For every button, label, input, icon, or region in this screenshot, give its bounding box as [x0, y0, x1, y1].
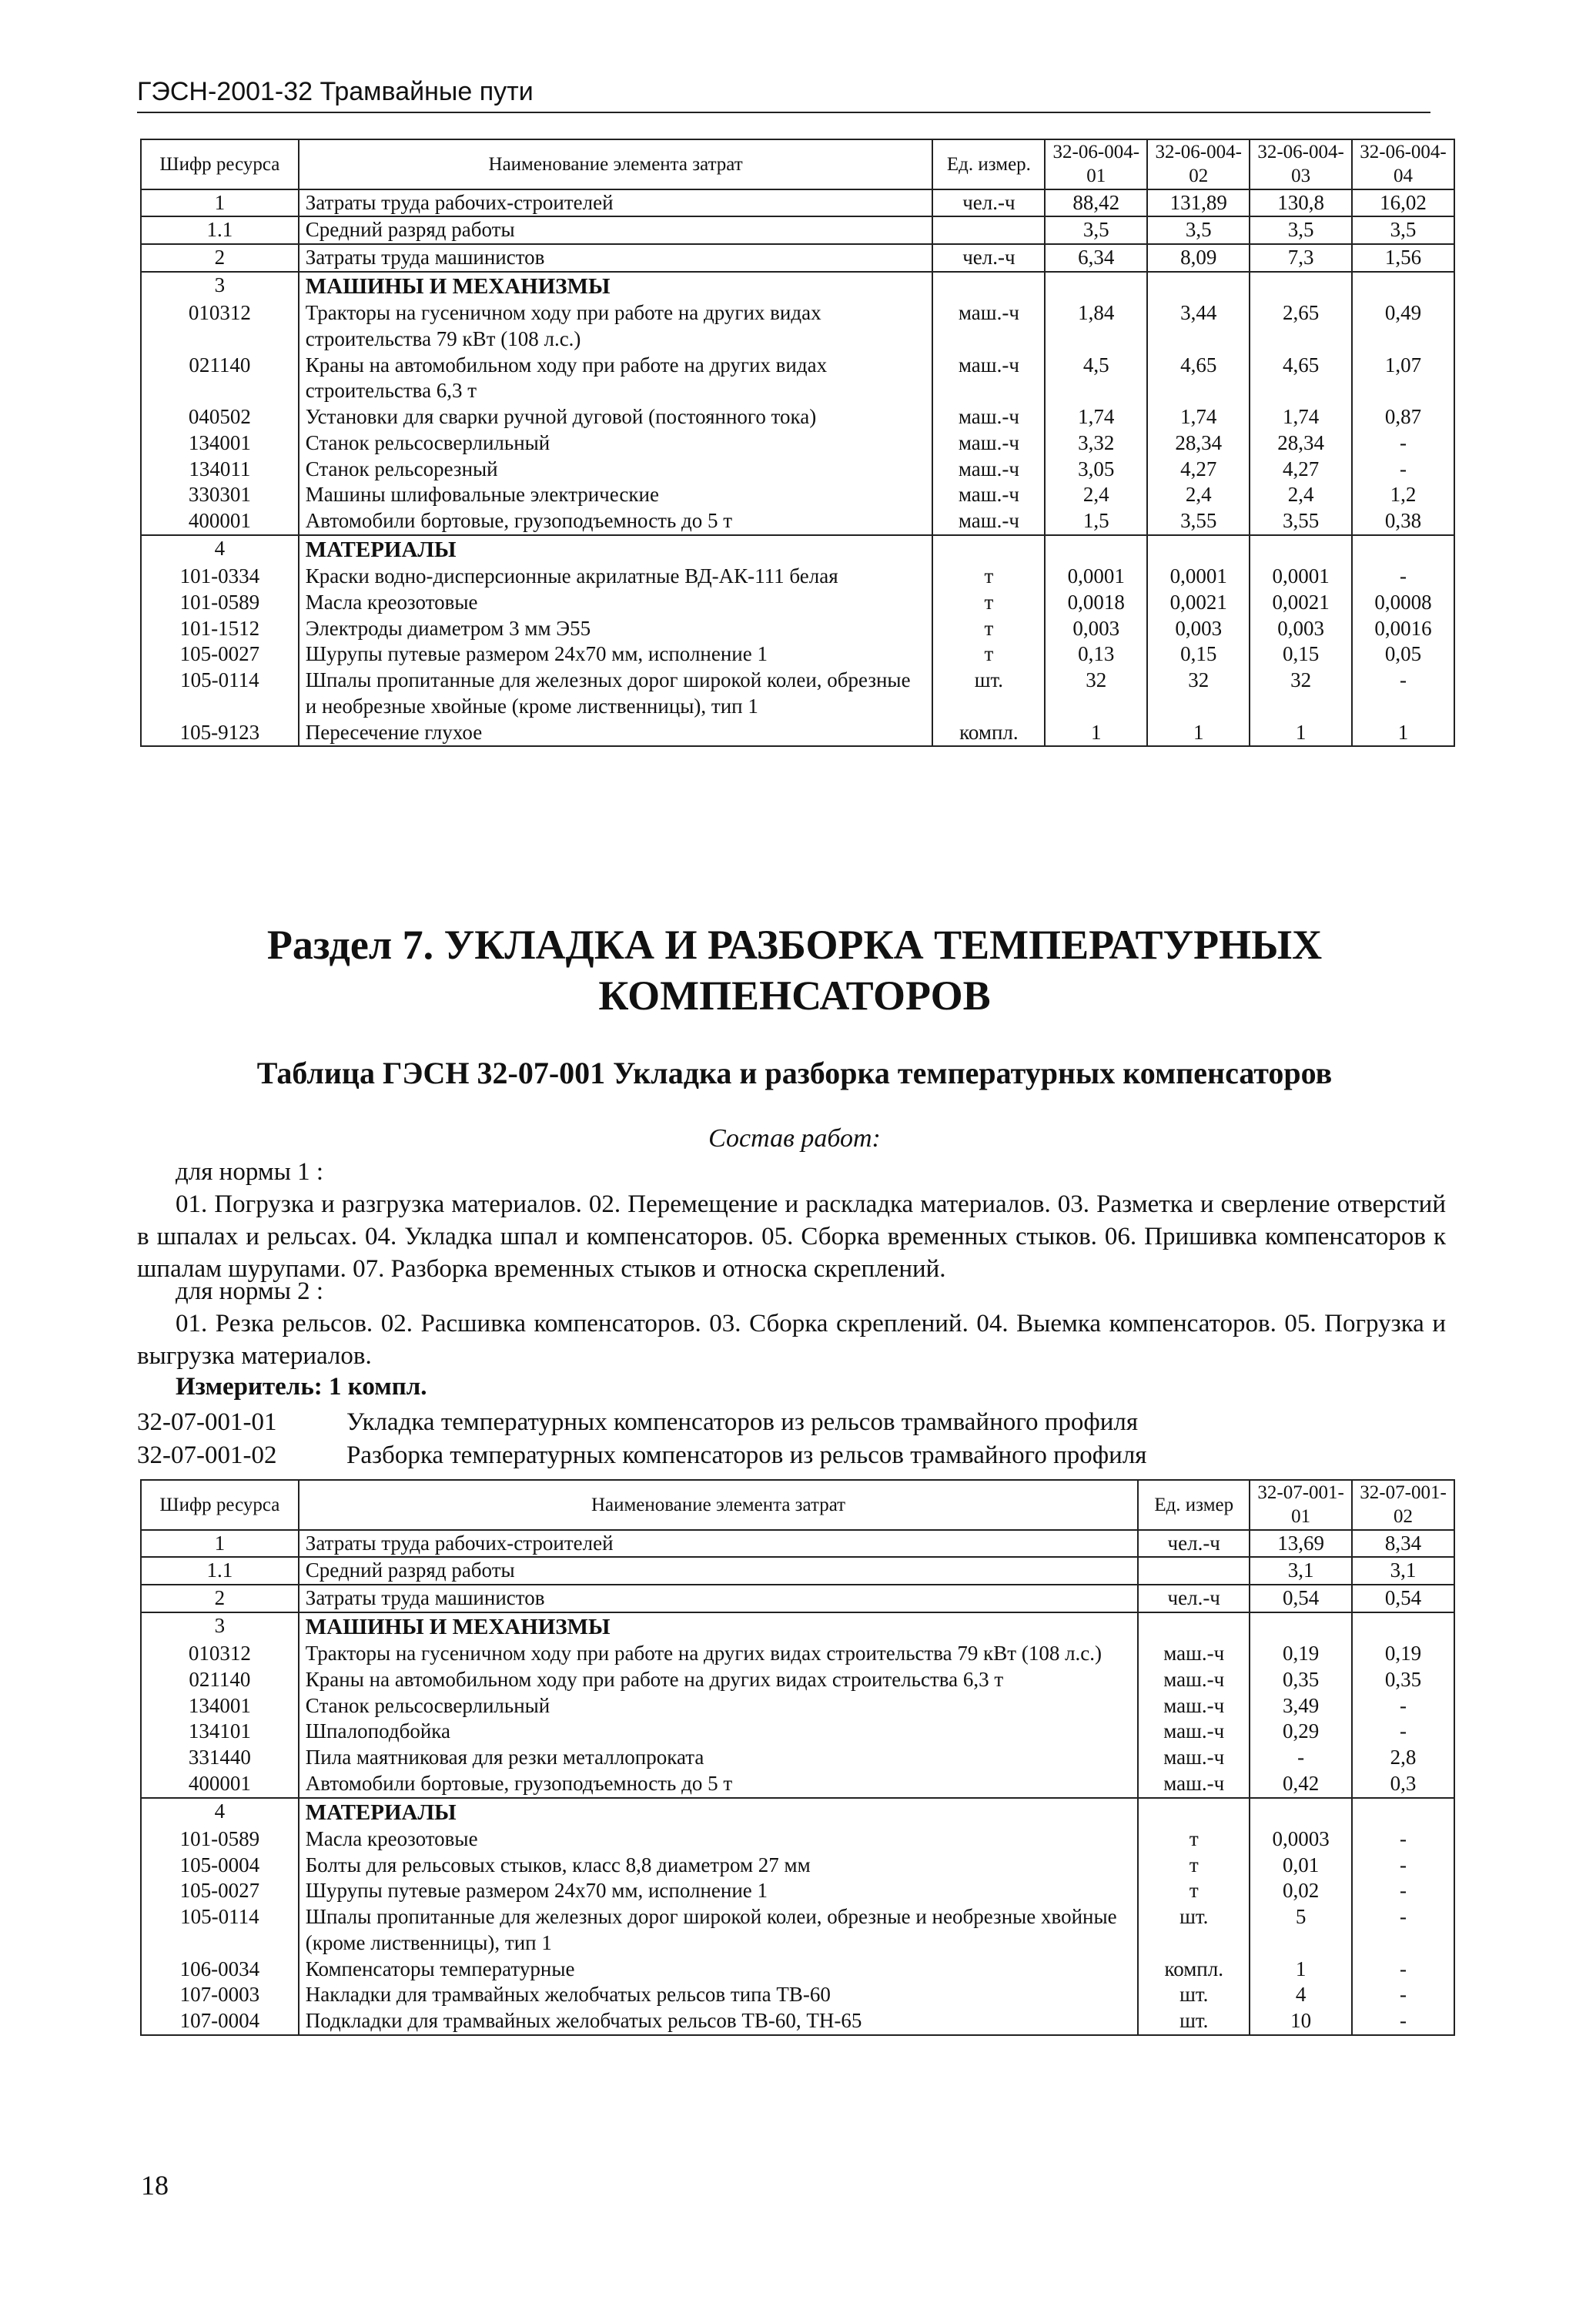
cell-value: 0,54 [1250, 1585, 1352, 1612]
cell-name: Пила маятниковая для резки металлопроката [299, 1745, 1138, 1771]
cell-empty [1138, 1612, 1250, 1641]
cell-empty [1147, 535, 1250, 564]
cell-unit [932, 216, 1045, 244]
meter-line [176, 1373, 427, 1401]
cell-value: 16,02 [1352, 189, 1454, 217]
cell-name: Средний разряд работы [299, 1557, 1138, 1585]
cell-value: 3,44 [1147, 300, 1250, 353]
cell-value: 1,74 [1250, 404, 1352, 430]
cell-value: 0,02 [1250, 1878, 1352, 1904]
cell-code: 010312 [141, 300, 299, 353]
page-number: 18 [141, 2170, 169, 2201]
cell-value: 0,003 [1250, 616, 1352, 642]
cell-name: Станок рельсорезный [299, 457, 933, 483]
cell-code: 021140 [141, 1667, 299, 1693]
cell-empty [1147, 272, 1250, 300]
cell-code: 105-0114 [141, 668, 299, 720]
cell-value: 0,38 [1352, 508, 1454, 535]
cell-unit: т [932, 564, 1045, 590]
col-header-code: Шифр ресурса [141, 1480, 299, 1530]
cell-name: Тракторы на гусеничном ходу при работе на других видах строительства 79 кВт (108 л.с.) [299, 300, 933, 353]
table-row [141, 430, 1454, 457]
col-header-name: Наименование элемента затрат [299, 139, 933, 189]
cell-value: 3,05 [1045, 457, 1147, 483]
table-section-row [141, 535, 1454, 564]
cell-unit: маш.-ч [932, 482, 1045, 508]
cell-code: 3 [141, 272, 299, 300]
cell-value: - [1352, 430, 1454, 457]
cell-unit: маш.-ч [1138, 1667, 1250, 1693]
cell-value: 88,42 [1045, 189, 1147, 217]
cell-value: 1,84 [1045, 300, 1147, 353]
cell-unit: чел.-ч [932, 189, 1045, 217]
cell-name: Шпалы пропитанные для железных дорог широкой колеи, обрезные и необрезные хвойные (кроме лиственницы), тип 1 [299, 1904, 1138, 1957]
cell-code: 105-9123 [141, 720, 299, 747]
cell-value: 131,89 [1147, 189, 1250, 217]
cell-value: 2,4 [1045, 482, 1147, 508]
cell-unit: шт. [1138, 2008, 1250, 2035]
cell-empty [932, 535, 1045, 564]
cell-empty [1250, 535, 1352, 564]
cell-code: 1 [141, 1530, 299, 1558]
cell-unit: т [932, 641, 1045, 668]
cell-unit: чел.-ч [1138, 1530, 1250, 1558]
table-section-row [141, 272, 1454, 300]
cell-value: 32 [1045, 668, 1147, 720]
cell-unit: т [932, 590, 1045, 616]
norm-codes-list [137, 1406, 1146, 1472]
cell-code: 101-0334 [141, 564, 299, 590]
cell-empty [1352, 272, 1454, 300]
cell-code: 400001 [141, 1771, 299, 1798]
cell-name: Тракторы на гусеничном ходу при работе на других видах строительства 79 кВт (108 л.с.) [299, 1641, 1138, 1667]
cell-value: 28,34 [1147, 430, 1250, 457]
cell-name: Шпалоподбойка [299, 1719, 1138, 1745]
cell-value: 5 [1250, 1904, 1352, 1957]
table-row [141, 353, 1454, 405]
col-header-norm: 32-06-004-01 [1045, 139, 1147, 189]
cell-value: 0,05 [1352, 641, 1454, 668]
cell-code: 2 [141, 244, 299, 272]
table-row [141, 1530, 1454, 1558]
cell-name: Компенсаторы температурные [299, 1957, 1138, 1983]
table-row [141, 1667, 1454, 1693]
norm2-block [137, 1276, 1446, 1373]
col-header-norm: 32-07-001-02 [1352, 1480, 1454, 1530]
norm2-label: для нормы 2 : [176, 1277, 324, 1305]
resource-table-32-06-004 [140, 139, 1455, 747]
cell-name: Станок рельсосверлильный [299, 430, 933, 457]
cell-value: 4 [1250, 1982, 1352, 2008]
cell-empty [1250, 272, 1352, 300]
cell-value: 0,0001 [1045, 564, 1147, 590]
resource-table-32-07-001 [140, 1479, 1455, 2036]
cell-value: 3,5 [1147, 216, 1250, 244]
table-row [141, 1904, 1454, 1957]
cell-unit: маш.-ч [932, 353, 1045, 405]
cell-unit: маш.-ч [932, 457, 1045, 483]
table-header [141, 139, 1454, 189]
cell-unit: маш.-ч [1138, 1641, 1250, 1667]
cell-empty [1250, 1798, 1352, 1826]
cell-unit: маш.-ч [932, 300, 1045, 353]
col-header-norm: 32-07-001-01 [1250, 1480, 1352, 1530]
cell-value: 32 [1250, 668, 1352, 720]
cell-value: 0,3 [1352, 1771, 1454, 1798]
cell-name: Средний разряд работы [299, 216, 933, 244]
norm-code-item [137, 1439, 1146, 1472]
cell-value: 2,4 [1147, 482, 1250, 508]
cell-value: - [1352, 2008, 1454, 2035]
norm-code-item [137, 1406, 1146, 1439]
cell-value: 0,003 [1045, 616, 1147, 642]
cell-value: 0,0001 [1250, 564, 1352, 590]
cell-value: - [1352, 1853, 1454, 1879]
cell-value: 0,49 [1352, 300, 1454, 353]
cell-value: 0,0016 [1352, 616, 1454, 642]
cell-empty [932, 272, 1045, 300]
cell-value: 3,5 [1352, 216, 1454, 244]
cell-unit: т [932, 616, 1045, 642]
table-row [141, 189, 1454, 217]
table-section-row [141, 1798, 1454, 1826]
cell-value: - [1352, 1693, 1454, 1719]
cell-value: 3,32 [1045, 430, 1147, 457]
cell-unit: чел.-ч [1138, 1585, 1250, 1612]
cell-value: 4,27 [1250, 457, 1352, 483]
cell-value: 32 [1147, 668, 1250, 720]
cell-value: 8,09 [1147, 244, 1250, 272]
cell-value: - [1250, 1745, 1352, 1771]
table-section-row [141, 1612, 1454, 1641]
cell-name: Затраты труда машинистов [299, 244, 933, 272]
table-row [141, 1557, 1454, 1585]
cell-value: 0,15 [1147, 641, 1250, 668]
table-row [141, 1745, 1454, 1771]
cell-value: - [1352, 1826, 1454, 1853]
norm-code-desc: Укладка температурных компенсаторов из рельсов трамвайного профиля [346, 1408, 1139, 1436]
cell-name: Накладки для трамвайных желобчатых рельсов типа ТВ-60 [299, 1982, 1138, 2008]
cell-code: 105-0027 [141, 641, 299, 668]
cell-name: Шпалы пропитанные для железных дорог широкой колеи, обрезные и необрезные хвойные (кроме лиственницы), тип 1 [299, 668, 933, 720]
cell-code: 4 [141, 1798, 299, 1826]
cell-value: - [1352, 457, 1454, 483]
cell-value: 0,0021 [1147, 590, 1250, 616]
cell-name: Затраты труда машинистов [299, 1585, 1138, 1612]
cell-value: 0,0018 [1045, 590, 1147, 616]
cell-value: 8,34 [1352, 1530, 1454, 1558]
cell-code: 106-0034 [141, 1957, 299, 1983]
cell-name: МАТЕРИАЛЫ [299, 1798, 1138, 1826]
col-header-unit: Ед. измер [1138, 1480, 1250, 1530]
table-row [141, 508, 1454, 535]
cell-unit: маш.-ч [1138, 1693, 1250, 1719]
cell-value: - [1352, 1982, 1454, 2008]
col-header-unit: Ед. измер. [932, 139, 1045, 189]
table-title: Таблица ГЭСН 32-07-001 Укладка и разборка температурных компенсаторов [256, 1056, 1333, 1090]
cell-unit: маш.-ч [932, 404, 1045, 430]
cell-value: 0,003 [1147, 616, 1250, 642]
cell-name: Масла креозотовые [299, 1826, 1138, 1853]
cell-value: 3,49 [1250, 1693, 1352, 1719]
cell-code: 3 [141, 1612, 299, 1641]
table-row [141, 1585, 1454, 1612]
table-body [141, 189, 1454, 747]
cell-name: МАШИНЫ И МЕХАНИЗМЫ [299, 272, 933, 300]
cell-value: 1,56 [1352, 244, 1454, 272]
cell-value: 0,0021 [1250, 590, 1352, 616]
cell-value: - [1352, 668, 1454, 720]
table-row [141, 616, 1454, 642]
norm1-text: 01. Погрузка и разгрузка материалов. 02. Перемещение и раскладка материалов. 03. Разметка и сверление отверстий в шпалах и рельсах. 04. Укладка шпал и компенсаторов. 05. Сборка временных стыков. 06. Пришивка компенсаторов к шпалам шурупами. 07. Разборка временных стыков и относка скреплений. [137, 1190, 1446, 1283]
norm1-label: для нормы 1 : [176, 1158, 324, 1186]
table-body [141, 1530, 1454, 2035]
cell-code: 107-0003 [141, 1982, 299, 2008]
cell-value: 1 [1147, 720, 1250, 747]
cell-value: 0,0001 [1147, 564, 1250, 590]
table-row [141, 590, 1454, 616]
cell-name: Машины шлифовальные электрические [299, 482, 933, 508]
cell-unit: т [1138, 1878, 1250, 1904]
cell-value: 0,54 [1352, 1585, 1454, 1612]
table-row [141, 482, 1454, 508]
cell-value: 3,1 [1352, 1557, 1454, 1585]
cell-value: 0,35 [1352, 1667, 1454, 1693]
cell-value: 4,27 [1147, 457, 1250, 483]
cell-value: - [1352, 564, 1454, 590]
table-row [141, 1826, 1454, 1853]
table-row [141, 668, 1454, 720]
cell-value: 2,65 [1250, 300, 1352, 353]
cell-value: 1 [1045, 720, 1147, 747]
table-row [141, 216, 1454, 244]
cell-value: 130,8 [1250, 189, 1352, 217]
cell-value: 1,07 [1352, 353, 1454, 405]
table-row [141, 1853, 1454, 1879]
cell-value: 1,74 [1147, 404, 1250, 430]
cell-name: Автомобили бортовые, грузоподъемность до 5 т [299, 1771, 1138, 1798]
cell-unit: шт. [1138, 1982, 1250, 2008]
cell-value: 6,34 [1045, 244, 1147, 272]
meter-value: 1 компл. [329, 1373, 427, 1401]
col-header-name: Наименование элемента затрат [299, 1480, 1138, 1530]
table-row [141, 457, 1454, 483]
cell-value: 7,3 [1250, 244, 1352, 272]
composition-heading: Состав работ: [708, 1124, 881, 1153]
cell-name: Электроды диаметром 3 мм Э55 [299, 616, 933, 642]
table-row [141, 1771, 1454, 1798]
cell-code: 1.1 [141, 216, 299, 244]
cell-code: 400001 [141, 508, 299, 535]
cell-unit: маш.-ч [1138, 1771, 1250, 1798]
cell-code: 105-0004 [141, 1853, 299, 1879]
cell-code: 330301 [141, 482, 299, 508]
norm-code: 32-07-001-01 [137, 1408, 277, 1436]
cell-value: 10 [1250, 2008, 1352, 2035]
cell-name: Масла креозотовые [299, 590, 933, 616]
cell-value: 0,0008 [1352, 590, 1454, 616]
cell-value: 1,2 [1352, 482, 1454, 508]
cell-value: 1 [1250, 1957, 1352, 1983]
table-row [141, 1641, 1454, 1667]
cell-value: 2,8 [1352, 1745, 1454, 1771]
norm1-block [137, 1157, 1446, 1286]
table-row [141, 1719, 1454, 1745]
table-row [141, 720, 1454, 747]
table-row [141, 1982, 1454, 2008]
cell-unit: компл. [932, 720, 1045, 747]
cell-name: Пересечение глухое [299, 720, 933, 747]
cell-code: 105-0027 [141, 1878, 299, 1904]
cell-value: 0,0003 [1250, 1826, 1352, 1853]
cell-code: 134001 [141, 1693, 299, 1719]
section-title: Раздел 7. УКЛАДКА И РАЗБОРКА ТЕМПЕРАТУРНЫХ КОМПЕНСАТОРОВ [266, 922, 1323, 1019]
table-header [141, 1480, 1454, 1530]
cell-unit: маш.-ч [932, 430, 1045, 457]
cell-value: 3,5 [1250, 216, 1352, 244]
cell-unit: маш.-ч [1138, 1719, 1250, 1745]
meter-label: Измеритель: [176, 1373, 323, 1401]
cell-value: 1,5 [1045, 508, 1147, 535]
cell-value: 0,29 [1250, 1719, 1352, 1745]
running-header: ГЭСН-2001-32 Трамвайные пути [137, 77, 1430, 113]
cell-unit: чел.-ч [932, 244, 1045, 272]
table-row [141, 564, 1454, 590]
cell-name: Автомобили бортовые, грузоподъемность до 5 т [299, 508, 933, 535]
cell-code: 2 [141, 1585, 299, 1612]
cell-name: Затраты труда рабочих-строителей [299, 189, 933, 217]
cell-code: 021140 [141, 353, 299, 405]
norm-code-desc: Разборка температурных компенсаторов из рельсов трамвайного профиля [346, 1441, 1147, 1469]
cell-code: 4 [141, 535, 299, 564]
cell-value: 0,35 [1250, 1667, 1352, 1693]
cell-code: 101-1512 [141, 616, 299, 642]
cell-name: Станок рельсосверлильный [299, 1693, 1138, 1719]
cell-code: 331440 [141, 1745, 299, 1771]
cell-value: 0,87 [1352, 404, 1454, 430]
cell-name: Затраты труда рабочих-строителей [299, 1530, 1138, 1558]
cell-code: 134101 [141, 1719, 299, 1745]
cell-unit: шт. [932, 668, 1045, 720]
cell-unit: т [1138, 1826, 1250, 1853]
cell-code: 134011 [141, 457, 299, 483]
cell-unit: т [1138, 1853, 1250, 1879]
cell-unit: компл. [1138, 1957, 1250, 1983]
cell-value: 13,69 [1250, 1530, 1352, 1558]
table-row [141, 404, 1454, 430]
cell-value: - [1352, 1904, 1454, 1957]
table-row [141, 1957, 1454, 1983]
cell-name: МАТЕРИАЛЫ [299, 535, 933, 564]
table-row [141, 244, 1454, 272]
cell-empty [1138, 1798, 1250, 1826]
cell-value: 3,55 [1250, 508, 1352, 535]
cell-unit: шт. [1138, 1904, 1250, 1957]
table-row [141, 641, 1454, 668]
col-header-code: Шифр ресурса [141, 139, 299, 189]
cell-empty [1045, 272, 1147, 300]
table-row [141, 1878, 1454, 1904]
cell-code: 101-0589 [141, 590, 299, 616]
cell-unit: маш.-ч [932, 508, 1045, 535]
cell-value: 4,65 [1250, 353, 1352, 405]
cell-value: 28,34 [1250, 430, 1352, 457]
cell-name: Шурупы путевые размером 24х70 мм, исполнение 1 [299, 1878, 1138, 1904]
cell-value: 0,19 [1352, 1641, 1454, 1667]
cell-name: Краны на автомобильном ходу при работе на других видах строительства 6,3 т [299, 1667, 1138, 1693]
col-header-norm: 32-06-004-02 [1147, 139, 1250, 189]
cell-name: Установки для сварки ручной дуговой (постоянного тока) [299, 404, 933, 430]
cell-code: 1.1 [141, 1557, 299, 1585]
cell-value: 0,01 [1250, 1853, 1352, 1879]
cell-value: - [1352, 1957, 1454, 1983]
table-row [141, 300, 1454, 353]
cell-value: 4,65 [1147, 353, 1250, 405]
cell-code: 107-0004 [141, 2008, 299, 2035]
cell-empty [1352, 1798, 1454, 1826]
cell-empty [1352, 535, 1454, 564]
cell-empty [1045, 535, 1147, 564]
cell-value: 1 [1352, 720, 1454, 747]
col-header-norm: 32-06-004-03 [1250, 139, 1352, 189]
table-row [141, 2008, 1454, 2035]
cell-name: МАШИНЫ И МЕХАНИЗМЫ [299, 1612, 1138, 1641]
cell-code: 134001 [141, 430, 299, 457]
cell-name: Краски водно-дисперсионные акрилатные ВД-АК-111 белая [299, 564, 933, 590]
norm-code: 32-07-001-02 [137, 1441, 277, 1469]
cell-value: 1,74 [1045, 404, 1147, 430]
cell-name: Краны на автомобильном ходу при работе на других видах строительства 6,3 т [299, 353, 933, 405]
cell-code: 101-0589 [141, 1826, 299, 1853]
cell-unit: маш.-ч [1138, 1745, 1250, 1771]
cell-name: Шурупы путевые размером 24х70 мм, исполнение 1 [299, 641, 933, 668]
cell-value: 0,13 [1045, 641, 1147, 668]
cell-value: 2,4 [1250, 482, 1352, 508]
cell-value: 3,5 [1045, 216, 1147, 244]
cell-empty [1250, 1612, 1352, 1641]
col-header-norm: 32-06-004-04 [1352, 139, 1454, 189]
norm2-text: 01. Резка рельсов. 02. Расшивка компенсаторов. 03. Сборка скреплений. 04. Выемка компенсаторов. 05. Погрузка и выгрузка материалов. [137, 1309, 1446, 1370]
cell-value: - [1352, 1719, 1454, 1745]
cell-code: 010312 [141, 1641, 299, 1667]
cell-value: 3,1 [1250, 1557, 1352, 1585]
cell-name: Болты для рельсовых стыков, класс 8,8 диаметром 27 мм [299, 1853, 1138, 1879]
cell-name: Подкладки для трамвайных желобчатых рельсов ТВ-60, ТН-65 [299, 2008, 1138, 2035]
cell-code: 1 [141, 189, 299, 217]
cell-unit [1138, 1557, 1250, 1585]
cell-value: 0,42 [1250, 1771, 1352, 1798]
cell-value: 1 [1250, 720, 1352, 747]
cell-code: 040502 [141, 404, 299, 430]
cell-value: 3,55 [1147, 508, 1250, 535]
cell-value: 4,5 [1045, 353, 1147, 405]
cell-value: 0,19 [1250, 1641, 1352, 1667]
cell-value: - [1352, 1878, 1454, 1904]
cell-empty [1352, 1612, 1454, 1641]
cell-code: 105-0114 [141, 1904, 299, 1957]
cell-value: 0,15 [1250, 641, 1352, 668]
table-row [141, 1693, 1454, 1719]
